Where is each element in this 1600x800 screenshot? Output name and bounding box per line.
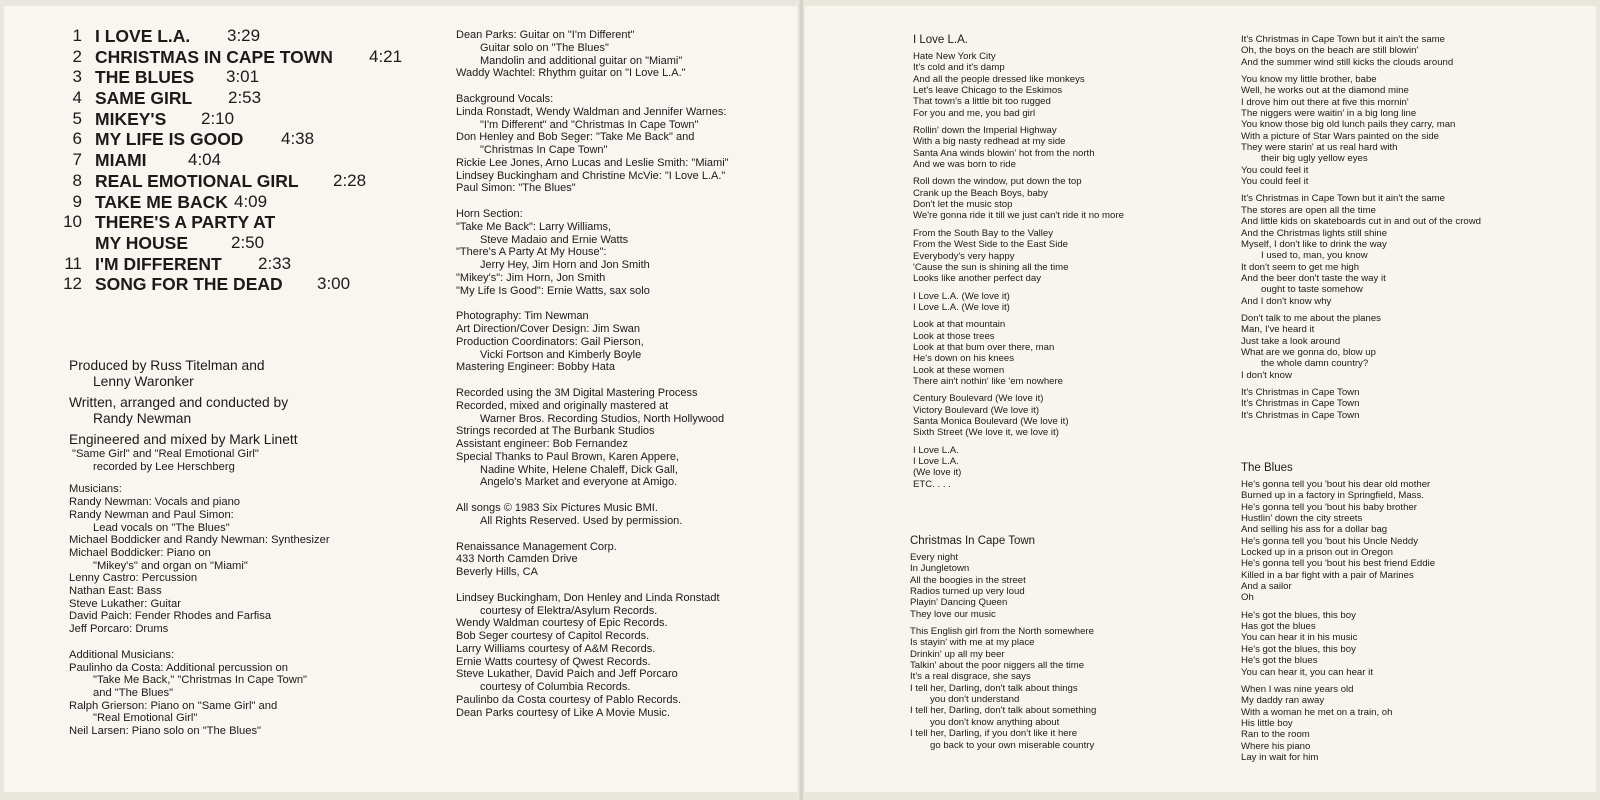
lyric-line: It's Christmas in Cape Town (1241, 409, 1360, 421)
text-line: Larry Williams courtesy of A&M Records. (456, 642, 656, 655)
text-line: "Christmas In Cape Town" (480, 144, 608, 156)
lyric-line: From the South Bay to the Valley (913, 227, 1054, 239)
lyric-line: He's got the blues, this boy (1241, 643, 1356, 655)
track-title: THE BLUES (95, 67, 195, 88)
lyric-line: What are we gonna do, blow up (1241, 346, 1376, 358)
track-duration: 3:29 (227, 26, 261, 45)
text-line: Horn Section: (456, 208, 523, 220)
text-line: Jeff Porcaro: Drums (69, 623, 169, 636)
track-number: 2 (72, 46, 82, 66)
text-line: 433 North Camden Drive (456, 553, 578, 566)
credits-column (456, 29, 791, 719)
track-number: 6 (72, 129, 82, 149)
track-duration: 3:01 (226, 67, 260, 87)
lyric-line: It don't seem to get me high (1241, 261, 1360, 273)
lyric-line: And the beer don't taste the way it (1241, 272, 1386, 284)
text-line: Art Direction/Cover Design: Jim Swan (456, 323, 641, 335)
lyrics-i-love-la (913, 33, 1213, 490)
text-line: Dean Parks: Guitar on "I'm Different" (456, 29, 635, 41)
track-duration: 2:53 (228, 88, 262, 108)
lyric-stanza (913, 51, 1213, 119)
text-line: Michael Boddicker: Piano on (69, 546, 211, 559)
page-gutter (797, 0, 805, 800)
text-line: Production Coordinators: Gail Pierson, (456, 335, 644, 348)
track-duration: 2:10 (201, 108, 235, 128)
musicians-heading: Musicians: (69, 483, 122, 496)
lyric-line: Killed in a bar fight with a pair of Marines (1241, 569, 1414, 581)
track-title: MIKEY'S (95, 108, 167, 129)
lyric-line: I tell her, Darling, don't talk about things (910, 682, 1078, 694)
lyric-line: All the boogies in the street (910, 574, 1026, 586)
lyric-stanza (910, 552, 1210, 620)
lyric-line: It's Christmas in Cape Town but it ain't the same (1241, 193, 1445, 205)
lyric-line: Ran to the room (1241, 729, 1310, 741)
lyric-stanza (1241, 610, 1581, 678)
text-line: Randy Newman and Paul Simon: (69, 508, 234, 521)
track-row (60, 88, 440, 109)
lyric-line: I tell her, Darling, if you don't like it here (910, 728, 1078, 740)
lyric-line: It's Christmas in Cape Town but it ain't the same (1241, 34, 1445, 45)
text-line: Assistant engineer: Bob Fernandez (456, 438, 628, 450)
text-line: Paul Simon: "The Blues" (456, 182, 576, 195)
lyric-line: Santa Ana winds blowin' hot from the north (913, 147, 1095, 159)
track-duration: 2:50 (231, 232, 265, 252)
text-line: "Mikey's" and organ on "Miami" (93, 559, 248, 572)
lyric-line: you don't know anything about (930, 716, 1060, 728)
credit-block (456, 541, 791, 579)
text-line: Warner Bros. Recording Studios, North Hollywood (480, 412, 725, 425)
lyrics-the-blues (1241, 461, 1581, 763)
lyric-stanza (1241, 74, 1581, 187)
lyric-line: It's Christmas in Cape Town (1241, 398, 1360, 410)
lyric-line: The stores are open all the time (1241, 204, 1376, 216)
text-line: "I'm Different" and "Christmas In Cape Town" (480, 118, 699, 131)
text-line: Guitar solo on "The Blues" (480, 41, 609, 54)
text-line: Lead vocals on "The Blues" (93, 521, 230, 534)
lyric-line: ETC. . . . (913, 478, 951, 490)
track-title: MY LIFE IS GOOD (95, 129, 244, 150)
lyric-line: go back to your own miserable country (930, 739, 1095, 751)
lyric-line: Look at those trees (913, 330, 995, 342)
text-line: Recorded, mixed and originally mastered at (456, 399, 669, 412)
text-line: Don Henley and Bob Seger: "Take Me Back" and (456, 131, 695, 144)
lyric-line: Santa Monica Boulevard (We love it) (913, 415, 1069, 427)
lyric-line: It's a real disgrace, she says (910, 671, 1031, 683)
lyric-line: They were starin' at us real hard with (1241, 142, 1398, 154)
lyric-line: And selling his ass for a dollar bag (1241, 524, 1388, 536)
lyric-stanza (913, 291, 1213, 314)
track-duration: 2:33 (258, 253, 292, 273)
track-title: I'M DIFFERENT (95, 253, 222, 274)
lyric-line: Sixth Street (We love it, we love it) (913, 427, 1059, 439)
lyric-line: He's got the blues (1241, 655, 1318, 667)
lyric-line: And the summer wind still kicks the clouds around (1241, 56, 1454, 68)
lyrics-christmas-in-cape-town (910, 534, 1210, 751)
lyric-line: And a sailor (1241, 581, 1292, 593)
lyrics-christmas-in-cape-town-cont (1241, 34, 1581, 421)
lyric-line: Let's leave Chicago to the Eskimos (913, 85, 1063, 97)
lyric-line: Roll down the window, put down the top (913, 176, 1082, 188)
lyric-line: Where his piano (1241, 740, 1311, 752)
text-line: "Mikey's": Jim Horn, Jon Smith (456, 271, 606, 284)
lyric-line: Crank up the Beach Boys, baby (913, 187, 1048, 199)
lyric-line: Don't let the music stop (913, 199, 1013, 211)
song-title: Christmas In Cape Town (910, 535, 1036, 547)
lyric-line: I Love L.A. (We love it) (913, 290, 1010, 302)
production-credits (69, 358, 449, 738)
text-line: Angelo's Market and everyone at Amigo. (480, 476, 678, 489)
lyric-stanza (913, 445, 1213, 490)
lyric-stanza (910, 626, 1210, 751)
lyric-line: When I was nine years old (1241, 683, 1354, 695)
credit-block (456, 502, 791, 528)
lyric-line: You can hear it, you can hear it (1241, 666, 1373, 678)
lyric-line: That town's a little bit too rugged (913, 96, 1051, 108)
track-title: TAKE ME BACK (95, 191, 228, 212)
lyric-line: (We love it) (913, 467, 962, 479)
track-number: 1 (72, 26, 82, 45)
producer-credit: Produced by Russ Titelman and (69, 358, 265, 373)
lyric-line: I tell her, Darling, don't talk about something (910, 705, 1097, 717)
lyric-line: Well, he works out at the diamond mine (1241, 85, 1409, 97)
track-row (60, 233, 440, 254)
track-title: MY HOUSE (95, 232, 189, 253)
track-number: 12 (63, 274, 82, 294)
text-line: Paulinho da Costa: Additional percussion on (69, 661, 288, 674)
track-number: 3 (72, 67, 82, 87)
lyric-line: Has got the blues (1241, 621, 1316, 633)
lyric-line: With a big nasty redhead at my side (913, 136, 1066, 148)
track-title: SAME GIRL (95, 88, 193, 109)
additional-musicians-heading: Additional Musicians: (69, 648, 175, 661)
lyric-line: Lay in wait for him (1241, 751, 1319, 763)
text-line: Recorded using the 3M Digital Mastering Process (456, 387, 698, 399)
lyric-stanza (1241, 684, 1581, 763)
text-line: Nadine White, Helene Chaleff, Dick Gall, (480, 463, 678, 476)
track-number: 9 (72, 191, 82, 211)
writer-credit: Written, arranged and conducted by (69, 395, 289, 410)
text-line: Special Thanks to Paul Brown, Karen Appere, (456, 450, 679, 463)
track-number: 8 (72, 170, 82, 190)
track-title: THERE'S A PARTY AT (95, 212, 276, 233)
lyric-line: Talkin' about the poor niggers all the time (910, 660, 1085, 672)
lyric-line: They love our music (910, 608, 996, 620)
lyric-line: I drove him out there at five this mornin' (1241, 96, 1409, 108)
text-line: All songs © 1983 Six Pictures Music BMI. (456, 502, 658, 514)
lyric-line: You know those big old lunch pails they carry, man (1241, 119, 1456, 131)
track-number: 10 (63, 212, 82, 232)
lyric-stanza (1241, 313, 1581, 381)
track-row (60, 109, 440, 130)
track-number: 7 (72, 150, 82, 170)
credit-block (456, 29, 791, 80)
credit-block (456, 208, 791, 297)
lyric-stanza (1241, 479, 1581, 604)
lyric-line: Look at these women (913, 364, 1005, 376)
lyric-stanza (913, 176, 1213, 221)
lyric-line: He's gonna tell you 'bout his Uncle Neddy (1241, 535, 1418, 547)
lyric-line: Rollin' down the Imperial Highway (913, 125, 1057, 137)
text-line: Steve Lukather, David Paich and Jeff Porcaro (456, 668, 678, 681)
lyric-line: Look at that bum over there, man (913, 341, 1055, 353)
text-line: Photography: Tim Newman (456, 310, 589, 323)
text-line: Dean Parks courtesy of Like A Movie Music. (456, 706, 670, 719)
text-line: Michael Boddicker and Randy Newman: Synthesizer (69, 534, 330, 547)
lyric-line: With a woman he met on a train, oh (1241, 706, 1393, 718)
lyric-line: For you and me, you bad girl (913, 107, 1036, 119)
lyric-line: Look at that mountain (913, 319, 1006, 331)
text-line: Nathan East: Bass (69, 585, 162, 598)
text-line: courtesy of Elektra/Asylum Records. (480, 604, 658, 617)
credit-block (456, 93, 791, 195)
lyric-line: There ain't nothin' like 'em nowhere (913, 375, 1064, 387)
lyric-line: And the Christmas lights still shine (1241, 227, 1388, 239)
lyric-line: I Love L.A. (913, 444, 959, 456)
text-line: "My Life Is Good": Ernie Watts, sax solo (456, 284, 650, 297)
text-line: Jerry Hey, Jim Horn and Jon Smith (480, 259, 650, 271)
lyric-line: you don't understand (930, 694, 1020, 706)
lyric-line: I Love L.A. (913, 456, 959, 467)
text-line: Steve Madaio and Ernie Watts (480, 233, 629, 246)
lyric-line: 'Cause the sun is shining all the time (913, 261, 1069, 273)
lyric-line: From the West Side to the East Side (913, 239, 1068, 251)
lyric-line: Drinkin' up all my beer (910, 648, 1005, 660)
text-line: Steve Lukather: Guitar (69, 597, 181, 610)
lyric-line: Myself, I don't like to drink the way (1241, 238, 1387, 250)
lyric-line: I don't know (1241, 369, 1292, 381)
lyric-line: Man, I've heard it (1241, 324, 1315, 336)
lyric-line: Radios turned up very loud (910, 586, 1025, 598)
lyric-line: His little boy (1241, 717, 1293, 729)
producer-credit-cont: Lenny Waronker (93, 374, 194, 389)
lyric-line: Hate New York City (913, 51, 996, 62)
lyric-line: ought to taste somehow (1261, 284, 1363, 296)
song-title: I Love L.A. (913, 34, 968, 46)
lyric-line: He's gonna tell you 'bout his best friend Eddie (1241, 558, 1436, 570)
engineer-note-cont: recorded by Lee Herschberg (93, 460, 235, 473)
credit-block (456, 387, 791, 489)
track-row (60, 171, 440, 192)
lyric-line: We're gonna ride it till we just can't ride it no more (913, 210, 1124, 222)
text-line: "Take Me Back": Larry Williams, (456, 220, 612, 233)
lyric-stanza (913, 228, 1213, 285)
track-row (60, 212, 440, 233)
lyric-line: And little kids on skateboards cut in and out of the crowd (1241, 216, 1481, 228)
text-line: Bob Seger courtesy of Capitol Records. (456, 630, 650, 642)
lyric-line: Locked up in a prison out in Oregon (1241, 547, 1394, 559)
track-row (60, 150, 440, 171)
lyric-line: Looks like another perfect day (913, 273, 1041, 285)
text-line: Lindsey Buckingham and Christine McVie: "I Love L.A." (456, 169, 726, 182)
lyric-line: You could feel it (1241, 164, 1309, 176)
track-duration: 4:09 (234, 191, 268, 211)
engineer-credit: Engineered and mixed by Mark Linett (69, 432, 298, 447)
text-line: courtesy of Columbia Records. (480, 681, 631, 693)
lyric-line: My daddy ran away (1241, 695, 1325, 707)
lyric-line: This English girl from the North somewhere (910, 626, 1094, 638)
text-line: "Real Emotional Girl" (93, 712, 198, 725)
track-title: CHRISTMAS IN CAPE TOWN (95, 46, 333, 67)
lyric-line: He's down on his knees (913, 353, 1015, 365)
writer-credit-cont: Randy Newman (93, 411, 192, 426)
text-line: Vicki Fortson and Kimberly Boyle (480, 348, 642, 361)
text-line: "Take Me Back," "Christmas In Cape Town" (93, 674, 308, 687)
track-number: 5 (72, 108, 82, 128)
musicians-list (69, 496, 449, 636)
text-line: Mandolin and additional guitar on "Miami" (480, 54, 683, 67)
lyric-line: It's Christmas in Cape Town (1241, 386, 1360, 398)
track-title: MIAMI (95, 150, 147, 171)
text-line: Ralph Grierson: Piano on "Same Girl" and (69, 699, 278, 712)
text-line: David Paich: Fender Rhodes and Farfisa (69, 610, 272, 623)
lyric-line: With a picture of Star Wars painted on the side (1241, 130, 1440, 142)
text-line: Neil Larsen: Piano solo on "The Blues" (69, 725, 262, 738)
text-line: Rickie Lee Jones, Arno Lucas and Leslie Smith: "Miami" (456, 156, 729, 169)
track-duration: 2:28 (333, 170, 367, 190)
track-row (60, 47, 440, 68)
lyric-line: Oh, the boys on the beach are still blowin' (1241, 45, 1419, 57)
track-number: 4 (72, 88, 82, 108)
lyric-line: You could feel it (1241, 176, 1309, 188)
text-line: Ernie Watts courtesy of Qwest Records. (456, 655, 651, 668)
lyric-line: You know my little brother, babe (1241, 74, 1377, 86)
lyric-line: Just take a look around (1241, 335, 1341, 347)
track-row (60, 26, 440, 47)
text-line: Beverly Hills, CA (456, 566, 538, 578)
credit-block (456, 592, 791, 720)
text-line: Renaissance Management Corp. (456, 540, 617, 553)
text-line: Lenny Castro: Percussion (69, 572, 198, 585)
lyric-stanza (1241, 34, 1581, 68)
lyric-line: Is stayin' with me at my place (910, 637, 1035, 649)
lyric-line: And I don't know why (1241, 295, 1332, 307)
text-line: Waddy Wachtel: Rhythm guitar on "I Love L.A." (456, 67, 686, 80)
track-title: SONG FOR THE DEAD (95, 274, 283, 295)
track-row (60, 129, 440, 150)
text-line: "There's A Party At My House": (456, 246, 607, 259)
lyric-line: And we was born to ride (913, 159, 1016, 171)
track-row (60, 254, 440, 275)
text-line: Randy Newman: Vocals and piano (69, 496, 241, 509)
track-row (60, 67, 440, 88)
credit-block (456, 310, 791, 374)
lyric-stanza (913, 319, 1213, 387)
lyric-line: And all the people dressed like monkeys (913, 73, 1085, 85)
lyric-line: Victory Boulevard (We love it) (913, 404, 1040, 416)
track-duration: 4:21 (369, 46, 403, 66)
track-row (60, 192, 440, 213)
lyric-line: It's cold and it's damp (913, 62, 1005, 74)
lyric-line: He's gonna tell you 'bout his baby brother (1241, 501, 1417, 513)
track-number: 11 (64, 253, 82, 273)
additional-musicians-list (69, 662, 449, 738)
lyric-stanza (913, 125, 1213, 170)
track-duration: 4:04 (188, 150, 222, 170)
lyric-line: You can hear it in his music (1241, 632, 1358, 644)
lyric-line: Century Boulevard (We love it) (913, 393, 1044, 405)
text-line: Background Vocals: (456, 93, 554, 105)
track-duration: 4:38 (281, 129, 315, 149)
lyric-stanza (1241, 193, 1581, 306)
lyric-line: Hustlin' down the city streets (1241, 513, 1363, 525)
text-line: Mastering Engineer: Bobby Hata (456, 361, 615, 374)
text-line: Strings recorded at The Burbank Studios (456, 425, 655, 438)
lyric-line: Oh (1241, 592, 1254, 604)
song-title: The Blues (1241, 462, 1293, 474)
lyric-stanza (913, 393, 1213, 438)
text-line: Wendy Waldman courtesy of Epic Records. (456, 617, 668, 630)
track-title: REAL EMOTIONAL GIRL (95, 170, 299, 191)
track-title: I LOVE L.A. (95, 26, 191, 46)
lyric-stanza (1241, 387, 1581, 421)
tracklist (60, 26, 440, 295)
text-line: and "The Blues" (93, 686, 174, 699)
engineer-note: "Same Girl" and "Real Emotional Girl" (72, 448, 259, 460)
track-row (60, 274, 440, 295)
text-line: Lindsey Buckingham, Don Henley and Linda Ronstadt (456, 591, 720, 604)
lyric-line: Every night (910, 552, 958, 563)
lyric-line: He's got the blues, this boy (1241, 609, 1356, 621)
text-line: Linda Ronstadt, Wendy Waldman and Jennifer Warnes: (456, 105, 727, 118)
lyric-line: Everybody's very happy (913, 250, 1015, 262)
lyric-line: Burned up in a factory in Springfield, Mass. (1241, 490, 1424, 502)
lyric-line: I Love L.A. (We love it) (913, 301, 1010, 313)
text-line: All Rights Reserved. Used by permission. (480, 514, 683, 527)
track-duration: 3:00 (317, 274, 351, 294)
lyric-line: Don't talk to me about the planes (1241, 312, 1381, 324)
lyric-line: the whole damn country? (1261, 358, 1369, 370)
lyric-line: Playin' Dancing Queen (910, 597, 1008, 609)
lyric-line: their big ugly yellow eyes (1261, 153, 1368, 165)
lyric-line: I used to, man, you know (1261, 250, 1368, 262)
lyric-line: The niggers were waitin' in a big long line (1241, 108, 1417, 120)
lyric-line: In Jungletown (910, 563, 970, 575)
text-line: Paulinbo da Costa courtesy of Pablo Records. (456, 693, 682, 706)
lyric-line: He's gonna tell you 'bout his dear old mother (1241, 479, 1431, 490)
